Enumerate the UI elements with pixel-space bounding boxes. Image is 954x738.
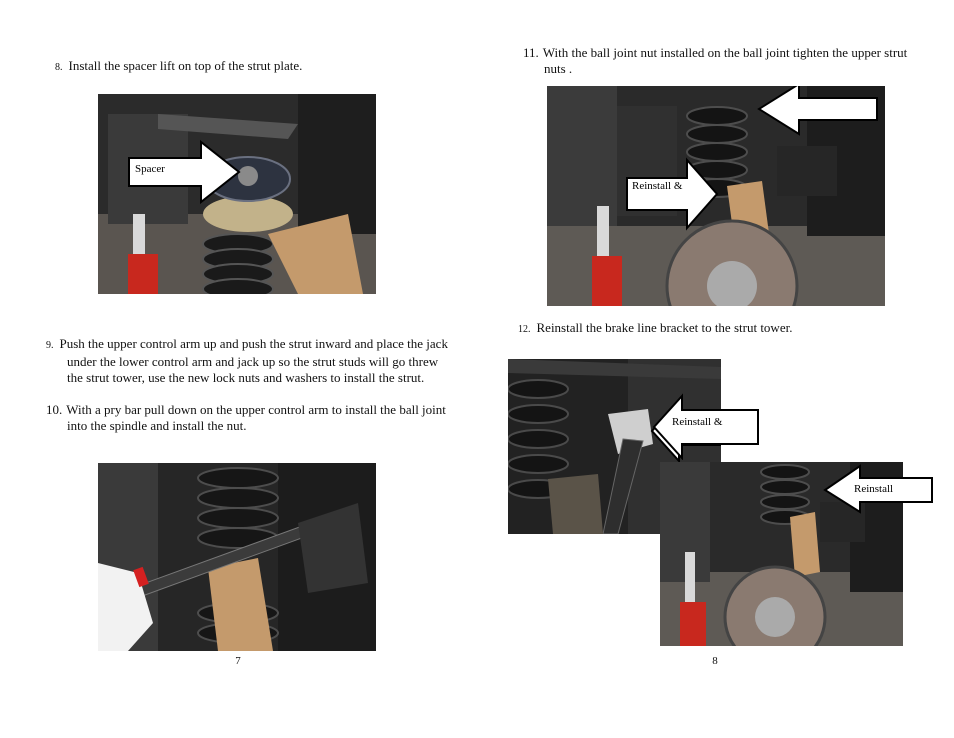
- photo-spacer-image: [98, 94, 376, 294]
- step-number: 10.: [46, 402, 63, 417]
- step-number: 8.: [55, 62, 63, 73]
- step-9: [46, 336, 452, 386]
- step-text: Reinstall the brake line bracket to the strut tower.: [536, 320, 793, 335]
- step-text: With the ball joint nut installed on the ball joint tighten the upper strut nuts .: [542, 45, 908, 76]
- photo-upper-strut-image: [547, 86, 885, 306]
- step-number: 11.: [523, 45, 539, 60]
- photo-pry-bar-image: [98, 463, 376, 651]
- callout-reinstall-upper: Reinstall &: [632, 180, 683, 192]
- callout-reinstall-bracket: Reinstall &: [672, 416, 723, 428]
- step-12: [518, 320, 898, 338]
- callout-reinstall-brake-line: Reinstall: [854, 483, 894, 495]
- step-11: [523, 45, 924, 77]
- callout-spacer: Spacer: [135, 163, 165, 175]
- page-number-right: 8: [712, 655, 718, 667]
- step-8: [55, 58, 455, 76]
- step-text: Install the spacer lift on top of the strut plate.: [68, 58, 303, 73]
- step-10: [46, 402, 452, 434]
- step-number: 12.: [518, 324, 531, 335]
- step-text: With a pry bar pull down on the upper control arm to install the ball joint into the spindle and install the nut.: [66, 402, 446, 433]
- page-number-left: 7: [235, 655, 241, 667]
- photo-upper-strut: [547, 86, 885, 306]
- photo-spacer-install: [98, 94, 376, 294]
- step-number: 9.: [46, 340, 54, 351]
- step-text: Push the upper control arm up and push the strut inward and place the jack under the lower control arm and jack up so the strut studs will go threw the strut tower, use the new lock nuts and washers to install the strut.: [59, 336, 448, 385]
- photo-pry-bar: [98, 463, 376, 651]
